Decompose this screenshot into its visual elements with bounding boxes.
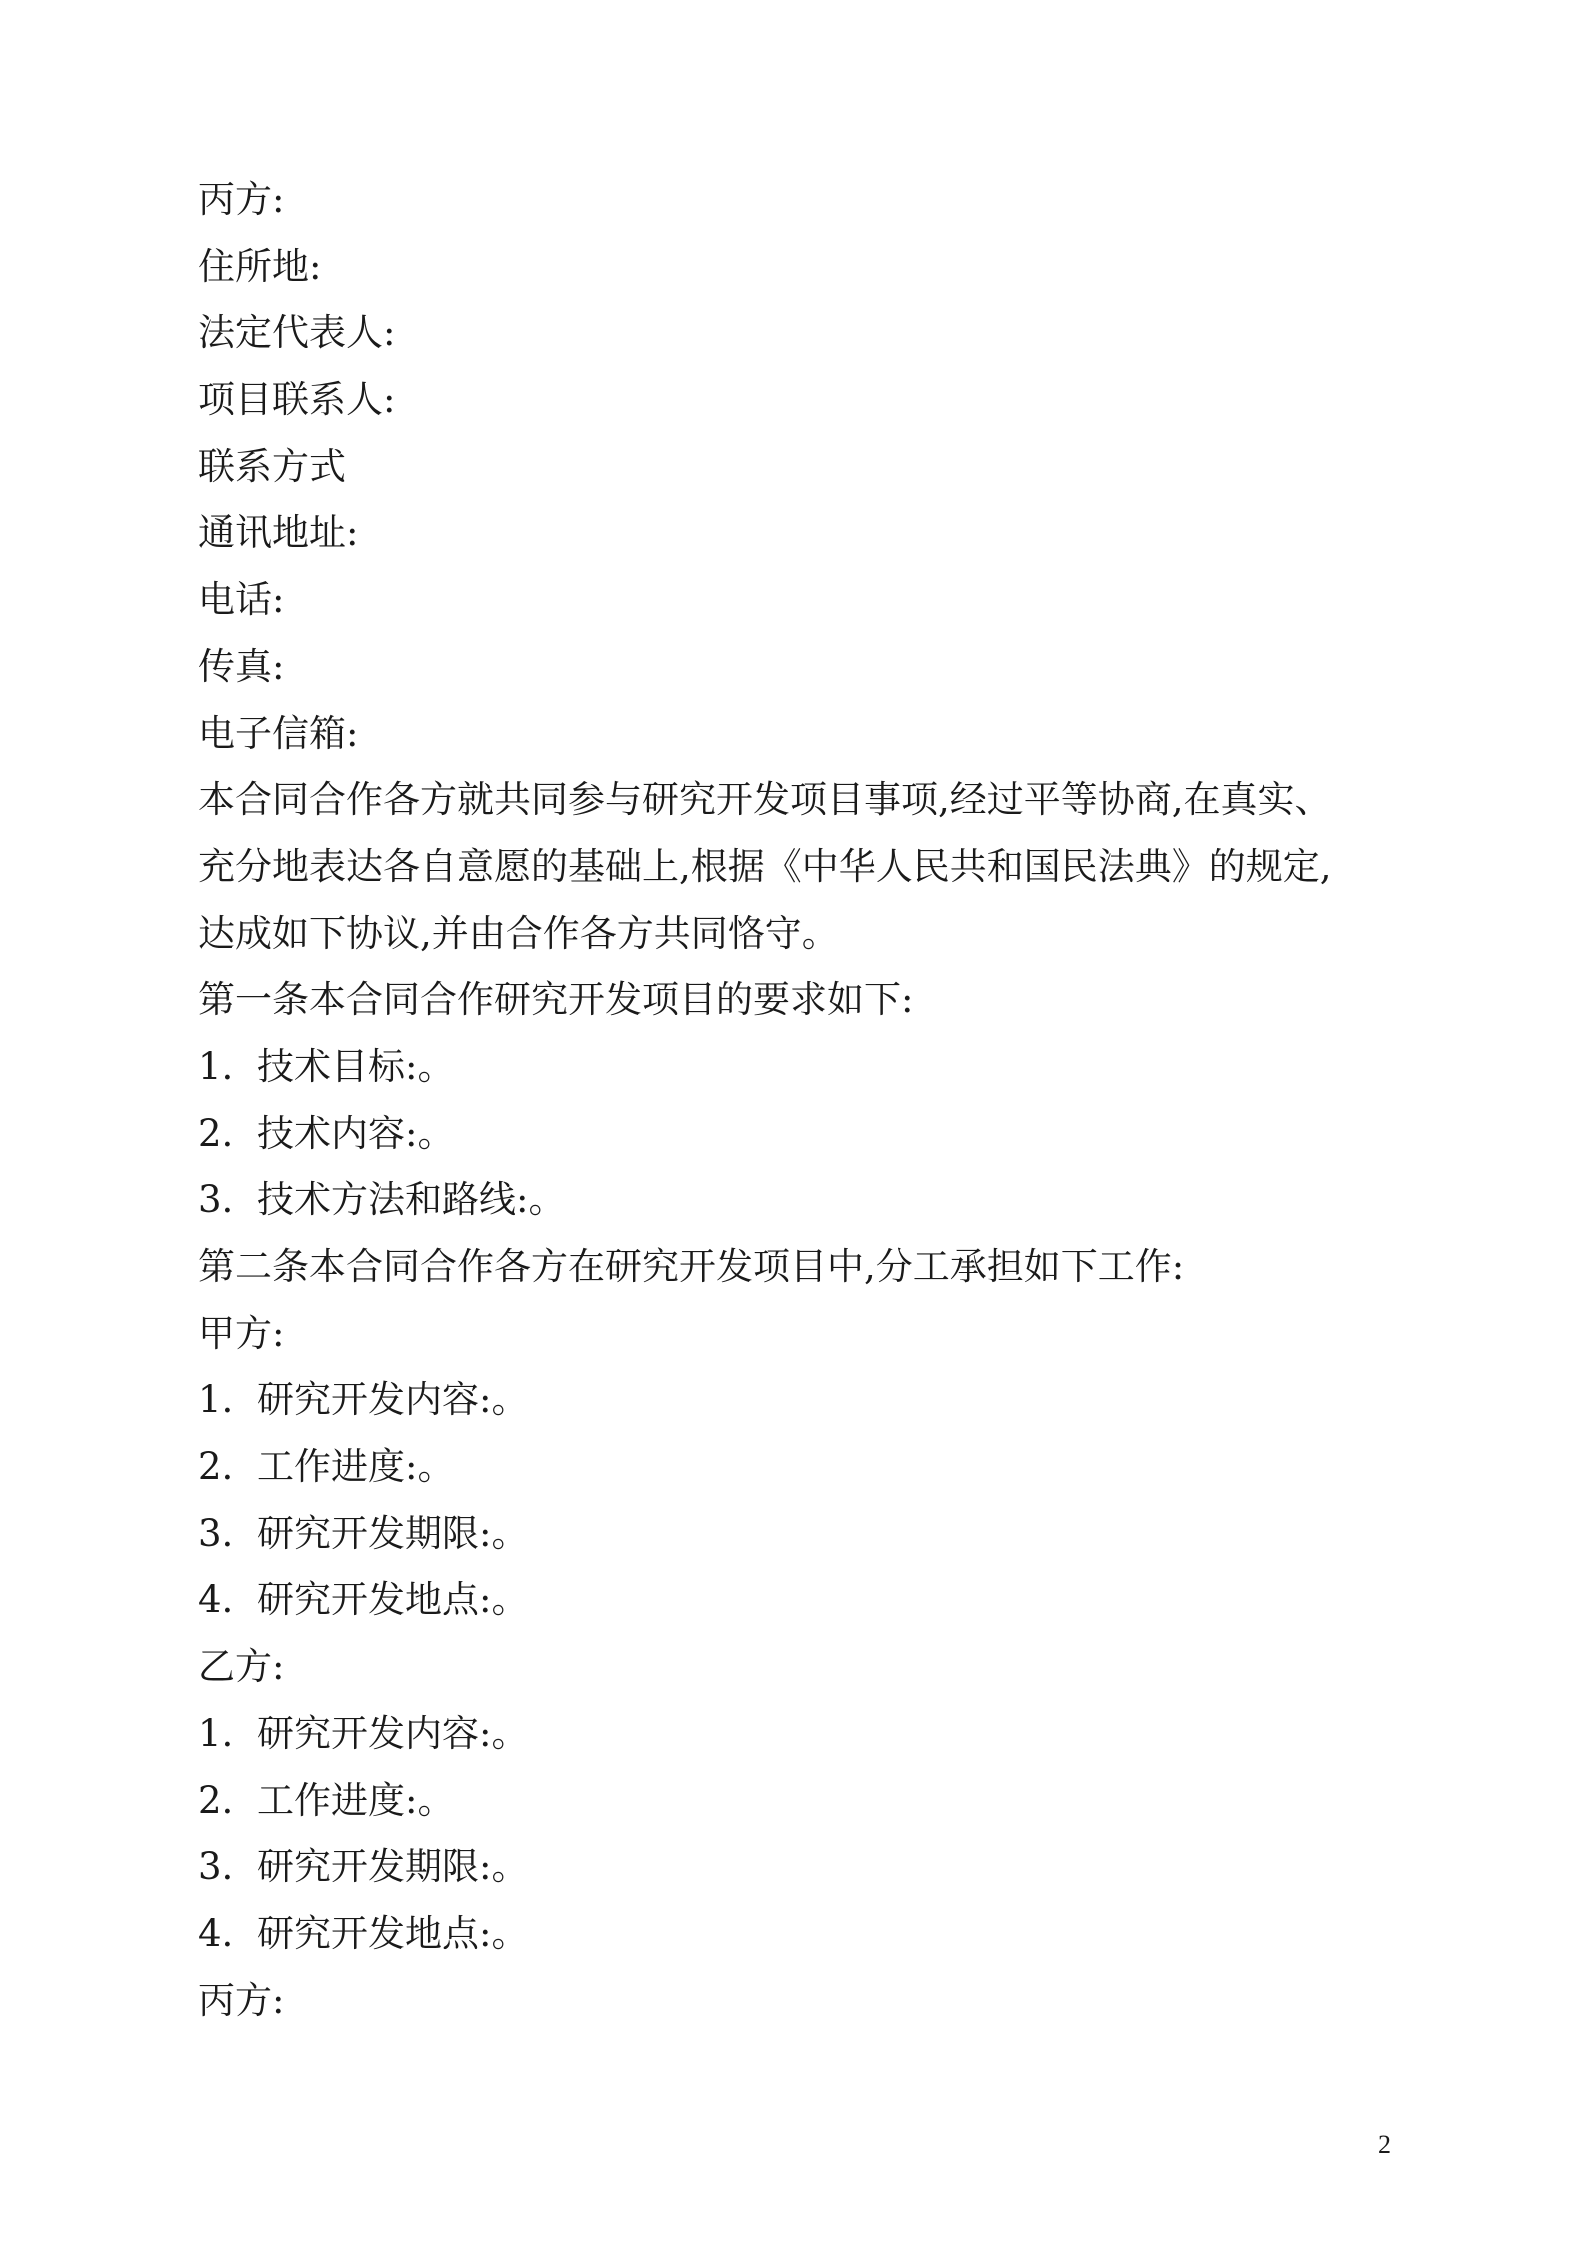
list-item xyxy=(198,1768,1398,1835)
party-c-address: 住所地: xyxy=(198,244,322,288)
list-item-text: 研究开发内容:。 xyxy=(257,1711,529,1755)
list-item-text: 研究开发内容:。 xyxy=(257,1378,529,1422)
list-item xyxy=(198,1367,1398,1434)
party-c-fax: 传真: xyxy=(198,644,285,688)
list-item-number: 2. xyxy=(198,1445,234,1489)
party-c-phone: 电话: xyxy=(198,578,285,622)
list-item-text: 工作进度:。 xyxy=(257,1445,455,1489)
list-item-text: 研究开发地点:。 xyxy=(257,1578,529,1622)
party-c-contact-method: 联系方式 xyxy=(198,444,346,488)
list-item-text: 技术内容:。 xyxy=(257,1111,455,1155)
list-item xyxy=(198,1101,1398,1168)
article-2-title: 第二条本合同合作各方在研究开发项目中,分工承担如下工作: xyxy=(198,1245,1185,1288)
party-c-legal-rep: 法定代表人: xyxy=(198,311,396,355)
party-c-mailing-address: 通讯地址: xyxy=(198,511,359,555)
list-item-text: 研究开发期限:。 xyxy=(257,1845,529,1889)
list-item xyxy=(198,1901,1398,1968)
list-item-number: 4. xyxy=(198,1911,234,1955)
list-item-number: 1. xyxy=(198,1711,234,1755)
list-item xyxy=(198,1434,1398,1501)
page-number: 2 xyxy=(1378,2130,1391,2159)
list-item-text: 工作进度:。 xyxy=(257,1778,455,1822)
party-c-label: 丙方: xyxy=(198,178,285,221)
document-body xyxy=(198,167,1398,2034)
list-item xyxy=(198,1567,1398,1634)
party-c-section-label: 丙方: xyxy=(198,1978,285,2022)
list-item-number: 3. xyxy=(198,1511,234,1555)
party-c-project-contact: 项目联系人: xyxy=(198,378,396,422)
list-item-number: 3. xyxy=(198,1845,234,1889)
list-item-number: 1. xyxy=(198,1378,234,1422)
list-item-number: 2. xyxy=(198,1778,234,1822)
list-item-number: 2. xyxy=(198,1111,234,1155)
party-c-email: 电子信箱: xyxy=(198,711,359,755)
party-b-label: 乙方: xyxy=(198,1645,285,1689)
list-item-number: 1. xyxy=(198,1044,234,1088)
party-a-label: 甲方: xyxy=(198,1311,285,1355)
list-item xyxy=(198,1167,1398,1234)
list-item-text: 研究开发期限:。 xyxy=(257,1511,529,1555)
list-item-text: 技术目标:。 xyxy=(257,1044,455,1088)
list-item-text: 技术方法和路线:。 xyxy=(257,1178,566,1222)
list-item xyxy=(198,1034,1398,1101)
list-item xyxy=(198,1834,1398,1901)
list-item xyxy=(198,1701,1398,1768)
preamble-line: 达成如下协议,并由合作各方共同恪守。 xyxy=(198,911,839,955)
preamble-paragraph xyxy=(198,767,1398,967)
article-1-title: 第一条本合同合作研究开发项目的要求如下: xyxy=(198,978,914,1022)
list-item xyxy=(198,1501,1398,1568)
list-item-text: 研究开发地点:。 xyxy=(257,1911,529,1955)
list-item-number: 3. xyxy=(198,1178,234,1222)
list-item-number: 4. xyxy=(198,1578,234,1622)
preamble-line: 充分地表达各自意愿的基础上,根据《中华人民共和国民法典》的规定, xyxy=(198,844,1332,888)
preamble-line: 本合同合作各方就共同参与研究开发项目事项,经过平等协商,在真实、 xyxy=(198,778,1332,822)
